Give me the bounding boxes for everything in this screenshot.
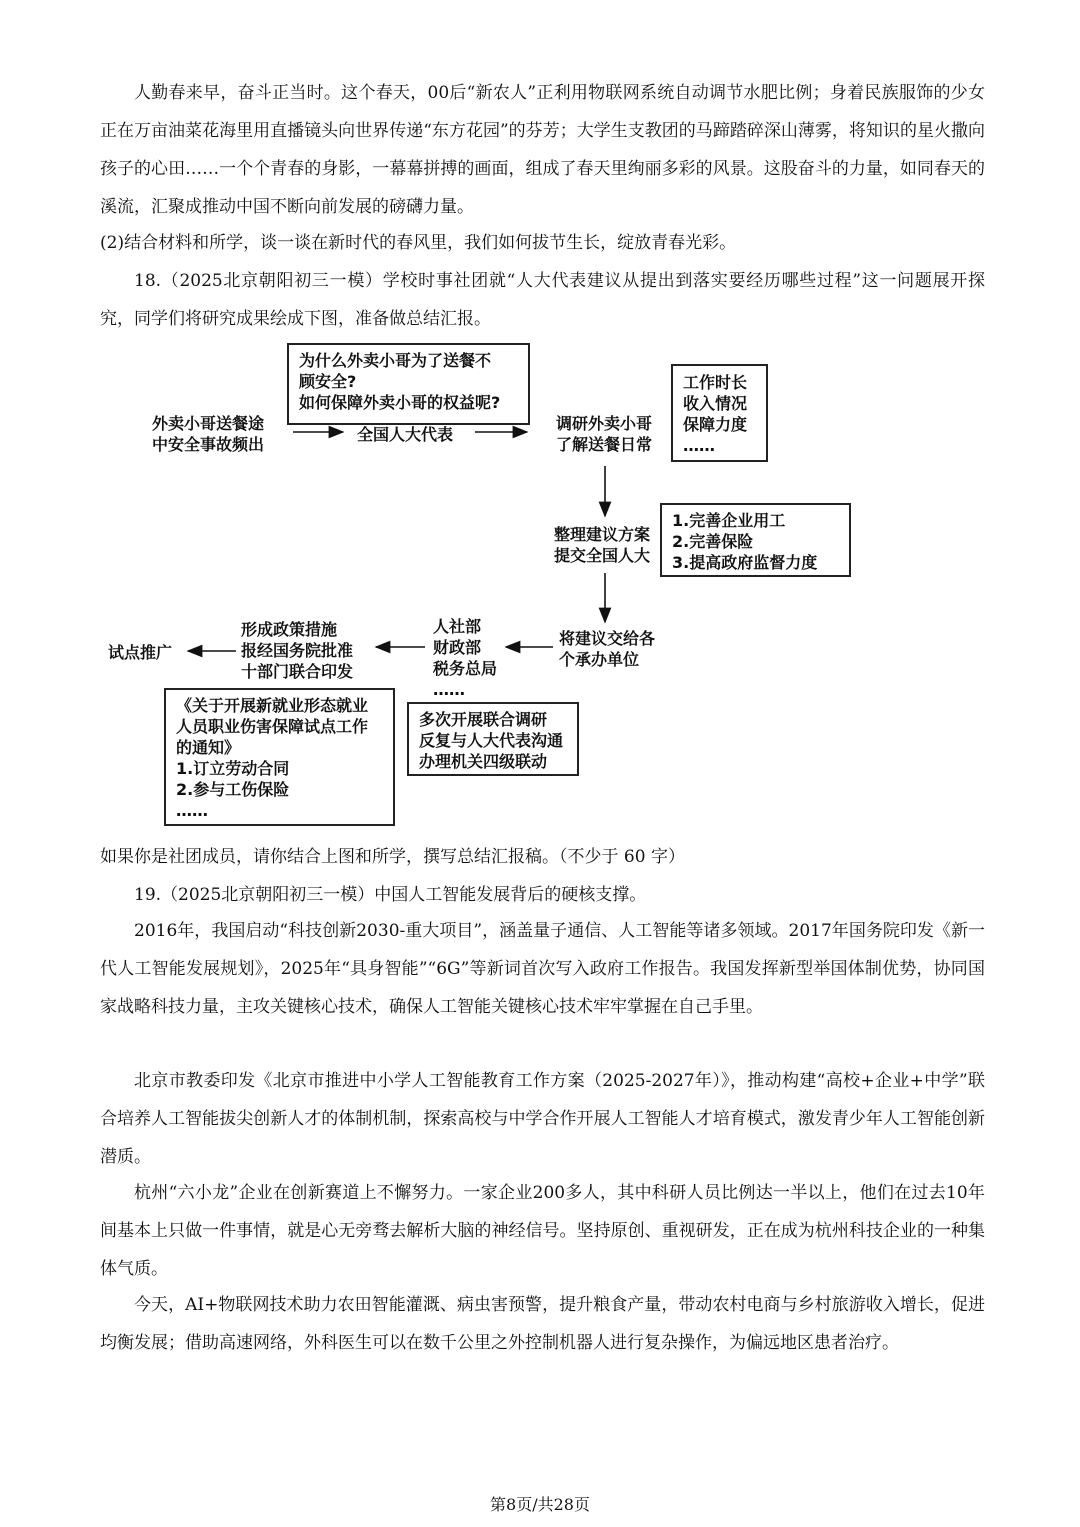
handover-node: 将建议交给各 个承办单位 [559, 629, 656, 669]
question-box: 为什么外卖小哥为了送餐不 顾安全? 如何保障外卖小哥的权益呢? [287, 343, 530, 425]
start-node: 外卖小哥送餐途 中安全事故频出 [152, 414, 265, 454]
departments-node: 人社部 财政部 税务总局 …… [433, 617, 498, 699]
npc-representative-node: 全国人大代表 [357, 425, 454, 444]
proposal-plan-box: 1.完善企业用工 2.完善保险 3.提高政府监督力度 [660, 503, 851, 577]
q19-paragraph-4: 今天，AI+物联网技术助力农田智能灌溉、病虫害预警，提升粮食产量，带动农村电商与乡村旅游收入增长，促进均衡发展；借助高速网络，外科医生可以在数千公里之外控制机器人进行复杂操作，为偏远地区患者治疗。 [100, 1295, 985, 1353]
policy-node: 形成政策措施 报经国务院批准 十部门联合印发 [241, 620, 354, 681]
q18-stem: 18.（2025北京朝阳初三一模）学校时事社团就“人大代表建议从提出到落实要经历哪些过程”这一问题展开探究，同学们将研究成果绘成下图，准备做总结汇报。 [100, 271, 985, 329]
research-node: 调研外卖小哥 了解送餐日常 [556, 414, 653, 454]
q19-paragraph-2: 北京市教委印发《北京市推进中小学人工智能教育工作方案（2025-2027年）》，推动构建“高校+企业+中学”联合培养人工智能拔尖创新人才的体制机制，探索高校与中学合作开展人工智能人才培育模式，激发青少年人工智能创新潜质。 [100, 1071, 985, 1167]
q19-stem: 19.（2025北京朝阳初三一模）中国人工智能发展背后的硬核支撑。 [134, 885, 647, 905]
research-details-box: 工作时长 收入情况 保障力度 …… [671, 364, 768, 462]
coordination-box: 多次开展联合调研 反复与人大代表沟通 办理机关四级联动 [407, 702, 579, 776]
q17-subquestion-2: (2)结合材料和所学，谈一谈在新时代的春风里，我们如何拔节生长，绽放青春光彩。 [100, 233, 737, 253]
q19-paragraph-1: 2016年，我国启动“科技创新2030-重大项目”，涵盖量子通信、人工智能等诸多领域。2017年国务院印发《新一代人工智能发展规划》，2025年“具身智能”“6G”等新词首次写入政府工作报告。我国发挥新型举国体制优势，协同国家战略科技力量，主攻关键核心技术，确保人工智能关键核心技术牢牢掌握在自己手里。 [100, 921, 985, 1017]
q17-material: 人勤春来早，奋斗正当时。这个春天，00后“新农人”正利用物联网系统自动调节水肥比例；身着民族服饰的少女正在万亩油菜花海里用直播镜头向世界传递“东方花园”的芬芳；大学生支教团的马蹄踏碎深山薄雾，将知识的星火撒向孩子的心田……一个个青春的身影，一幕幕拼搏的画面，组成了春天里绚丽多彩的风景。这股奋斗的力量，如同春天的溪流，汇聚成推动中国不断向前发展的磅礴力量。 [100, 83, 985, 217]
notice-box: 《关于开展新就业形态就业 人员职业伤害保障试点工作 的通知》 1.订立劳动合同 2.参与工伤保险 …… [164, 688, 395, 826]
organize-node: 整理建议方案 提交全国人大 [554, 525, 651, 565]
pilot-node: 试点推广 [108, 643, 173, 662]
q18-task: 如果你是社团成员，请你结合上图和所学，撰写总结汇报稿。（不少于 60 字） [100, 847, 685, 867]
q19-paragraph-3: 杭州“六小龙”企业在创新赛道上不懈努力。一家企业200多人，其中科研人员比例达一半以上，他们在过去10年间基本上只做一件事情，就是心无旁骛去解析大脑的神经信号。坚持原创、重视研发，正在成为杭州科技企业的一种集体气质。 [100, 1183, 985, 1279]
page-footer: 第8页/共28页 [490, 1495, 590, 1514]
